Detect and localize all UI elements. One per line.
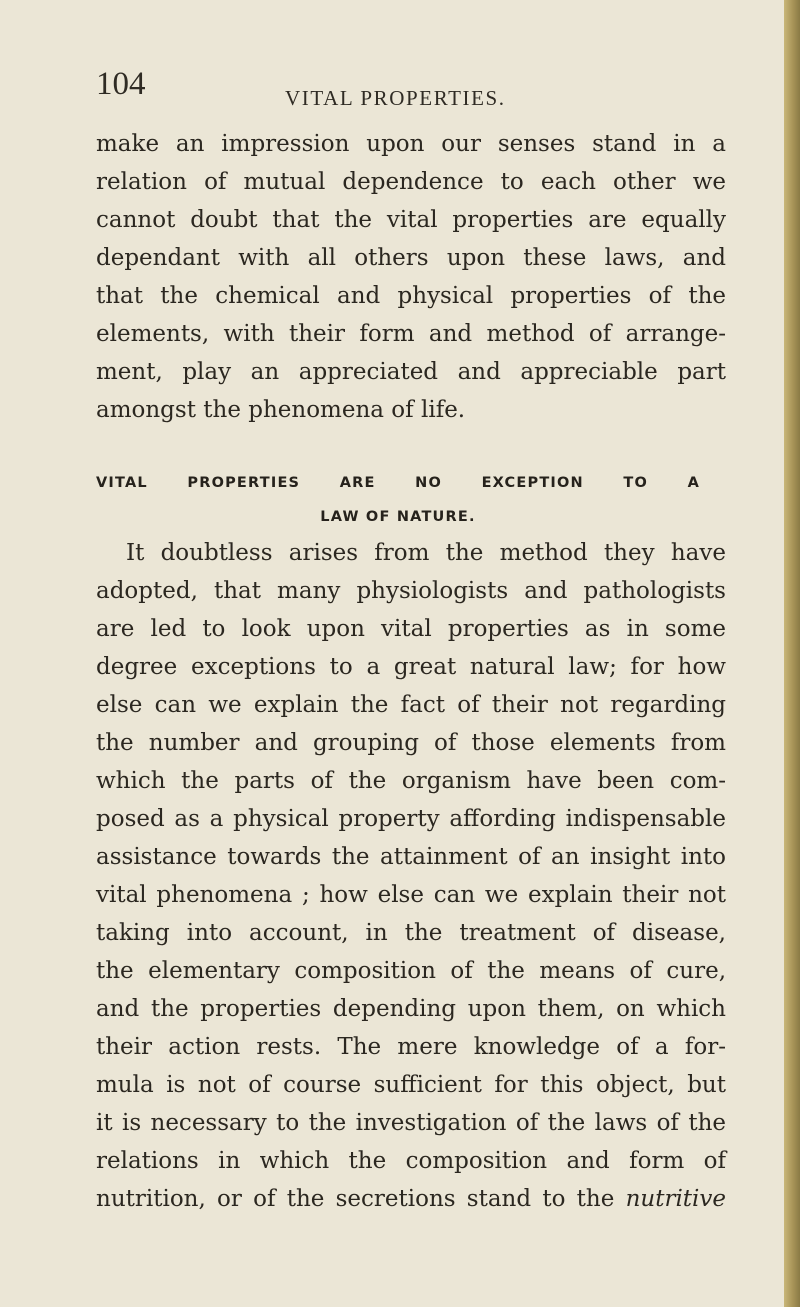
text-line: amongst the phenomena of life. xyxy=(96,397,466,423)
section-heading-line-1: VITAL PROPERTIES ARE NO EXCEPTION TO A xyxy=(96,475,700,491)
text-line: It doubtless arises from the method they have xyxy=(126,540,726,566)
section-heading-line-2: LAW OF NATURE. xyxy=(320,509,476,525)
text-line: elements, with their form and method of arrange- xyxy=(96,321,726,347)
text-line: assistance towards the attainment of an insight into xyxy=(96,844,726,870)
text-line: adopted, that many physiologists and pathologists xyxy=(96,578,726,604)
text-line: it is necessary to the investigation of the laws of the xyxy=(96,1110,726,1136)
text-line: and the properties depending upon them, on which xyxy=(96,996,726,1022)
text-line: the number and grouping of those elements from xyxy=(96,730,726,756)
text-line: dependant with all others upon these laws, and xyxy=(96,245,726,271)
text-line: mula is not of course sufficient for this object, but xyxy=(96,1072,726,1098)
text-line: taking into account, in the treatment of disease, xyxy=(96,920,726,946)
text-line: posed as a physical property affording indispensable xyxy=(96,806,726,832)
text-line: which the parts of the organism have been com- xyxy=(96,768,726,794)
text-line: relation of mutual dependence to each other we xyxy=(96,169,726,195)
text-line: cannot doubt that the vital properties are equally xyxy=(96,207,726,233)
running-title: VITAL PROPERTIES. xyxy=(285,86,506,110)
text-line: degree exceptions to a great natural law; for how xyxy=(96,654,726,680)
paragraph-1 xyxy=(96,125,726,429)
page-number: 104 xyxy=(96,66,146,102)
text-line: the elementary composition of the means of cure, xyxy=(96,958,726,984)
text-line: relations in which the composition and form of xyxy=(96,1148,726,1174)
text-line-last xyxy=(96,1180,726,1218)
running-head xyxy=(96,66,696,110)
text-line: that the chemical and physical properties of the xyxy=(96,283,726,309)
italic-word: nutritive xyxy=(625,1186,727,1212)
section-heading xyxy=(96,466,700,534)
text-line: are led to look upon vital properties as in some xyxy=(96,616,726,642)
text-line: their action rests. The mere knowledge of a for- xyxy=(96,1034,726,1060)
text-line: vital phenomena ; how else can we explain their not xyxy=(96,882,726,908)
text-run: nutrition, or of the secretions stand to the xyxy=(96,1186,615,1212)
text-line: else can we explain the fact of their not regarding xyxy=(96,692,726,718)
text-line: ment, play an appreciated and appreciable part xyxy=(96,359,726,385)
text-line: make an impression upon our senses stand in a xyxy=(96,131,726,157)
page-edge xyxy=(784,0,800,1307)
paragraph-2 xyxy=(96,534,726,1218)
